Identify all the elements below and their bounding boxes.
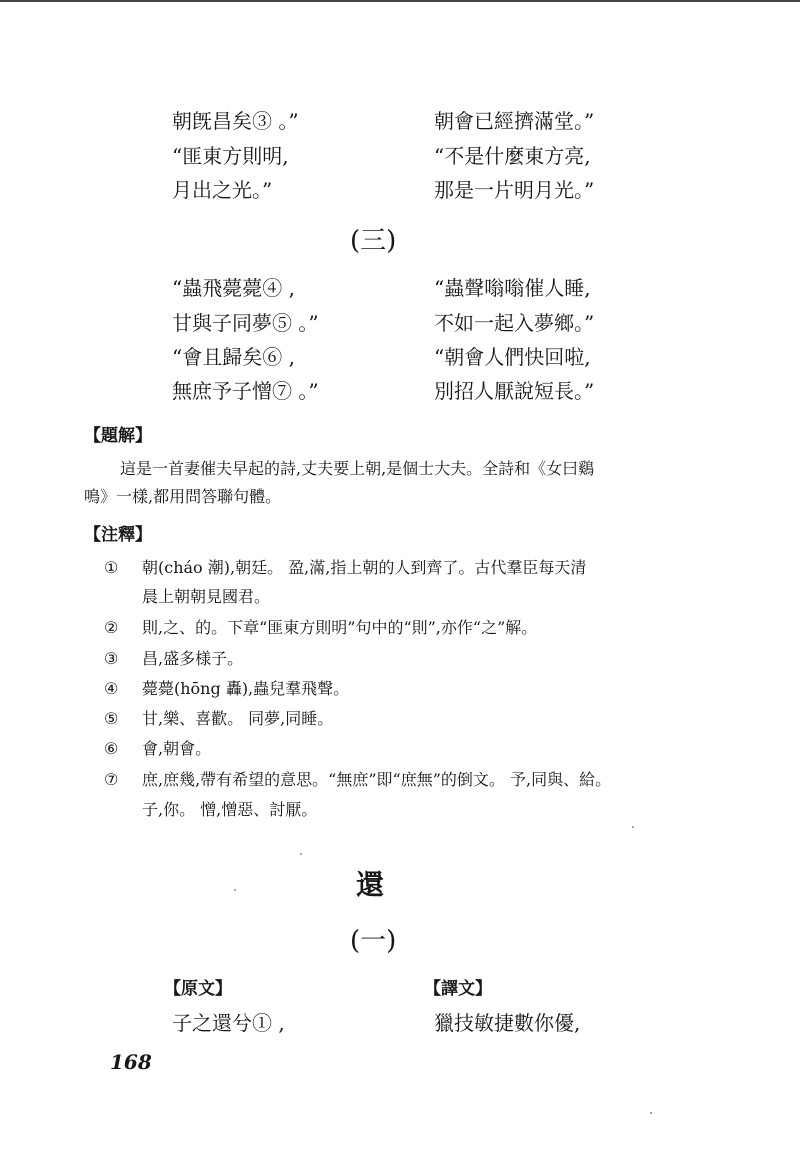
annotation-number: ⑤ xyxy=(104,709,119,728)
verse-line: 朝旣昌矣③ 。” xyxy=(172,109,299,133)
page-number: 168 xyxy=(110,1050,152,1074)
verse-line: 甘與子同夢⑤ 。” xyxy=(172,311,319,335)
annotation-number: ④ xyxy=(104,679,119,698)
annotation-text: 會,朝會。 xyxy=(142,739,212,758)
annotation-item xyxy=(104,769,611,791)
original-label: 【原文】 xyxy=(164,979,232,999)
scan-speck xyxy=(632,826,634,828)
annotation-text: 昌,盛多様子。 xyxy=(142,649,244,668)
verse-line: 月出之光。” xyxy=(172,178,273,202)
annotation-continuation: 子,你。 憎,憎惡、討厭。 xyxy=(142,800,318,819)
stanza-heading: (三) xyxy=(350,226,397,256)
translation-line: 不如一起入夢鄉。” xyxy=(434,311,595,335)
translation-line: 獵技敏捷數你優, xyxy=(434,1011,581,1035)
translation-line: “不是什麼東方亮, xyxy=(434,144,591,168)
annotation-number: ③ xyxy=(104,649,119,668)
translation-line: 那是一片明月光。” xyxy=(434,178,595,202)
annotation-text: 則,之、的。下章“匪東方則明”句中的“則”,亦作“之”解。 xyxy=(142,618,538,637)
annotation-text: 薨薨(hōng 轟),蟲兒羣飛聲。 xyxy=(142,679,350,698)
annotation-item xyxy=(104,708,333,730)
annotation-number: ② xyxy=(104,618,119,637)
top-border xyxy=(0,0,800,2)
annotation-item xyxy=(104,557,586,579)
explanation-text: 這是一首妻催夫早起的詩,丈夫要上朝,是個士大夫。全詩和《女曰鷄 xyxy=(120,459,595,478)
annotation-item xyxy=(104,738,211,760)
verse-line: “蟲飛薨薨④ , xyxy=(172,276,295,300)
poem-title: 還 xyxy=(356,868,385,901)
verse-line: “會且歸矣⑥ , xyxy=(172,345,295,369)
verse-line: 子之還兮① , xyxy=(172,1011,285,1035)
annotation-number: ① xyxy=(104,558,119,577)
explanation-label: 【題解】 xyxy=(84,426,152,446)
annotation-text: 庶,庶幾,帶有希望的意思。“無庶”即“庶無”的倒文。 予,同與、給。 xyxy=(142,770,612,789)
translation-label: 【譯文】 xyxy=(424,979,492,999)
scan-speck xyxy=(650,1112,652,1114)
annotation-number: ⑦ xyxy=(104,770,119,789)
translation-line: 朝會已經擠滿堂。” xyxy=(434,109,595,133)
translation-line: “朝會人們快回啦, xyxy=(434,345,591,369)
annotation-text: 朝(cháo 潮),朝廷。 盈,滿,指上朝的人到齊了。古代羣臣每天清 xyxy=(142,558,587,577)
annotation-item xyxy=(104,648,243,670)
annotations-label: 【注釋】 xyxy=(84,525,152,545)
scan-speck xyxy=(300,853,302,855)
annotation-continuation: 晨上朝朝見國君。 xyxy=(142,587,271,606)
explanation-text: 鳴》一樣,都用問答聯句體。 xyxy=(84,487,282,506)
verse-line: 無庶予子憎⑦ 。” xyxy=(172,379,319,403)
annotation-text: 甘,樂、喜歡。 同夢,同睡。 xyxy=(142,709,334,728)
translation-line: “蟲聲嗡嗡催人睡, xyxy=(434,276,591,300)
annotation-number: ⑥ xyxy=(104,739,119,758)
annotation-item xyxy=(104,678,349,700)
stanza-heading: (一) xyxy=(350,926,397,956)
translation-line: 別招人厭說短長。” xyxy=(434,379,595,403)
annotation-item xyxy=(104,617,537,639)
scan-speck xyxy=(234,889,236,891)
verse-line: “匪東方則明, xyxy=(172,144,289,168)
